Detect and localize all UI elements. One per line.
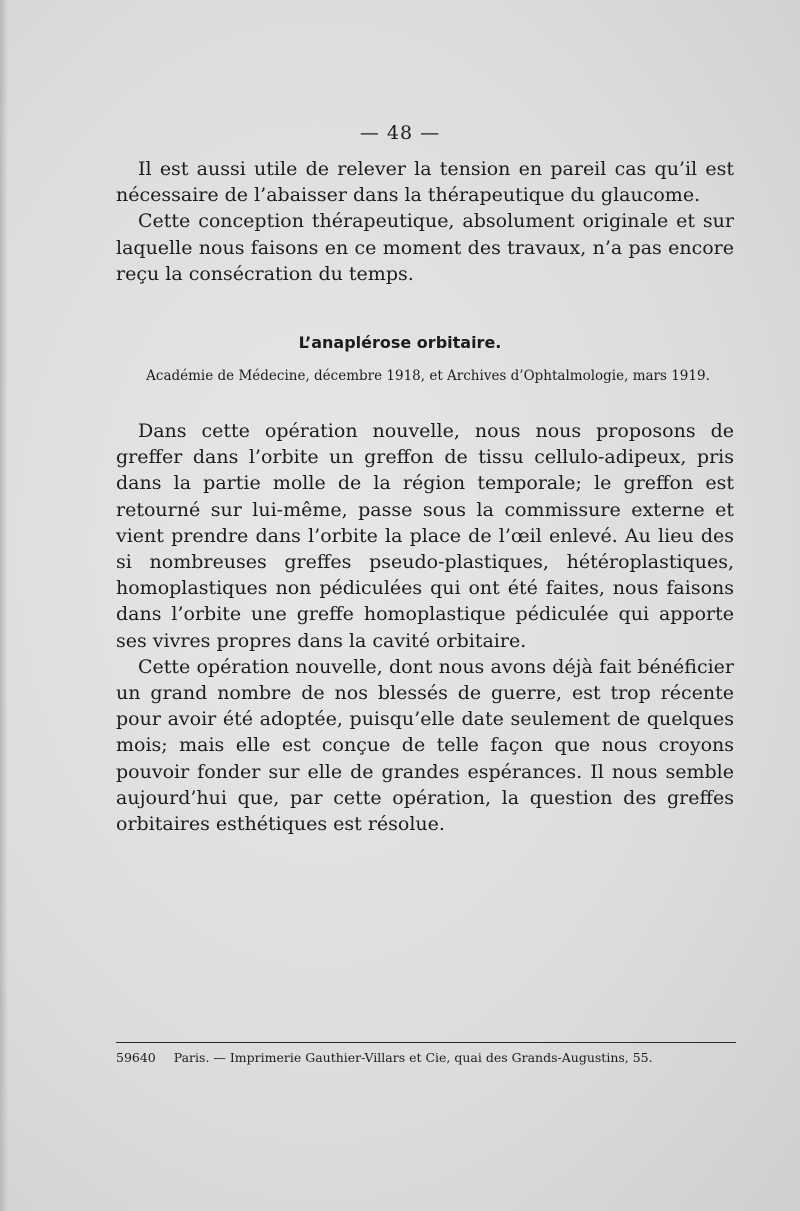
section-title: L’anaplérose orbitaire. <box>298 333 502 352</box>
imprint-text: Paris. — Imprimerie Gauthier-Villars et Cie, quai des Grands-Augustins, 55. <box>173 1050 653 1065</box>
paragraph: Il est aussi utile de relever la tension en pareil cas qu’il est nécessaire de l’abaisser dans la thérapeutique du glaucome. <box>116 158 734 207</box>
printer-imprint <box>116 1050 736 1065</box>
print-job-number: 59640 <box>116 1050 156 1065</box>
intro-text <box>116 156 734 287</box>
main-text <box>116 418 734 837</box>
footer-divider <box>116 1042 736 1043</box>
paragraph: Dans cette opération nouvelle, nous nous proposons de greffer dans l’orbite un greffon de tissu cellulo-adipeux, pris dans la partie molle de la région temporale; le greffon est retourné sur lui-même, passe sous la commissure externe et vient prendre dans l’orbite la place de l’œil enlevé. Au lieu des si nombreuses greffes pseudo-plastiques, hétéroplastiques, homoplastiques non pédiculées qui ont été faites, nous faisons dans l’orbite une greffe homoplastique pédiculée qui apporte ses vivres propres dans la cavité orbitaire. <box>116 420 734 652</box>
section-source: Académie de Médecine, décembre 1918, et Archives d’Ophtalmologie, mars 1919. <box>146 368 710 384</box>
page-number: — 48 — <box>359 122 441 144</box>
paragraph: Cette opération nouvelle, dont nous avons déjà fait bénéficier un grand nombre de nos blessés de guerre, est trop récente pour avoir été adoptée, puisqu’elle date seulement de quelques mois; mais elle est conçue de telle façon que nous croyons pouvoir fonder sur elle de grandes espérances. Il nous semble aujourd’hui que, par cette opération, la question des greffes orbitaires esthétiques est résolue. <box>116 655 734 836</box>
paragraph: Cette conception thérapeutique, absolument originale et sur laquelle nous faisons en ce moment des travaux, n’a pas encore reçu la consécration du temps. <box>116 210 734 285</box>
